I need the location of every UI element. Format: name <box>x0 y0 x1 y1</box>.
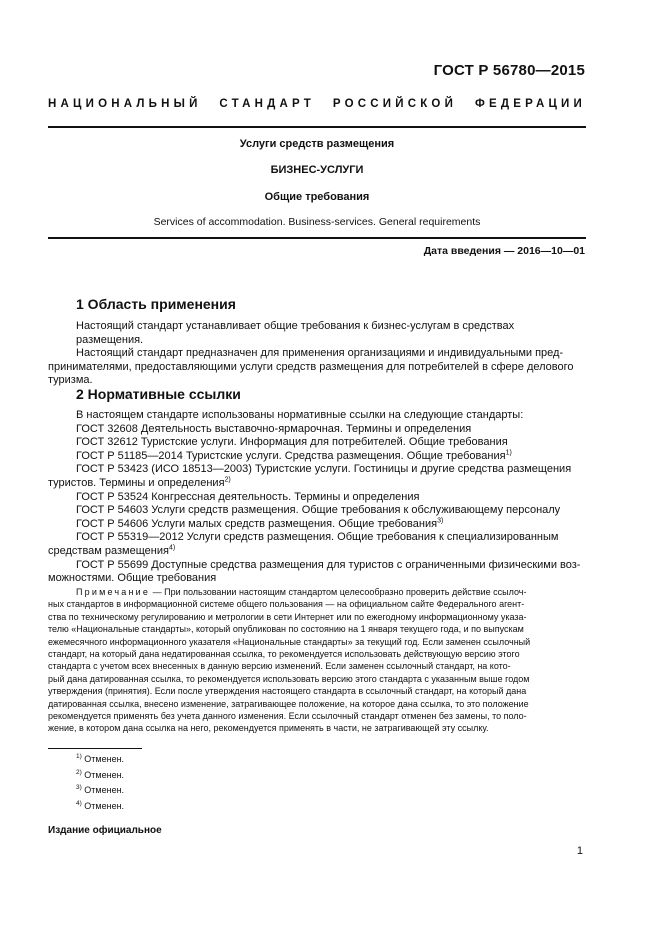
note-line: рекомендуется применять без учета данного изменения. Если ссылочный стандарт отменен без замены, то поло- <box>48 711 527 722</box>
references-intro: В настоящем стандарте использованы нормативные ссылки на следующие стандарты: <box>76 409 524 421</box>
note-line: телю «Национальные стандарты», который опубликован по состоянию на 1 января текущего года, и по выпускам <box>48 624 524 635</box>
section-1-paragraph-1: Настоящий стандарт устанавливает общие требования к бизнес-услугам в средствах размещения. <box>76 320 515 346</box>
footnote-ref: 1) <box>505 449 512 457</box>
section-1-body <box>48 320 584 388</box>
footnotes <box>76 752 124 815</box>
note-block <box>48 586 586 735</box>
note-line: жение, в котором дана ссылка на него, рекомендуется применять в части, не затрагивающей эту ссылку. <box>48 723 489 734</box>
footnote-ref: 3) <box>437 517 444 525</box>
english-title: Services of accommodation. Business-services. General requirements <box>153 216 481 228</box>
reference-item: ГОСТ 32608 Деятельность выставочно-ярмарочная. Термины и определения <box>76 422 472 435</box>
note-line: ежемесячного информационного указателя «Национальные стандарты» за текущий год. Если заменен ссылочный <box>48 636 531 647</box>
title-line-1: Услуги средств размещения <box>239 138 395 150</box>
page-number: 1 <box>576 845 583 857</box>
note-line: утверждения (принятия). Если после утверждения настоящего стандарта в ссылочный стандарт, на который дана <box>48 686 527 697</box>
reference-item: ГОСТ 32612 Туристские услуги. Информация для потребителей. Общие требования <box>76 436 508 449</box>
reference-item-continuation: средствам размещения$^{4)}$ <box>48 544 176 557</box>
reference-item-continuation: туристов. Термины и определения$^{2)}$ <box>48 476 231 489</box>
section-1-paragraph-2-line-3: туризма. <box>48 374 93 387</box>
reference-item: ГОСТ Р 53423 (ИСО 18513—2003) Туристские услуги. Гостиницы и другие средства размещения <box>76 463 572 476</box>
title-bottom-rule <box>48 237 586 239</box>
reference-item: ГОСТ Р 53524 Конгрессная деятельность. Термины и определения <box>76 490 420 503</box>
reference-item-continuation: можностями. Общие требования <box>48 572 217 585</box>
note-line: ных стандартов в информационной системе общего пользования — на официальном сайте Федерального агент- <box>48 599 525 610</box>
note-line: датированная ссылка, внесено изменение, затрагивающее положение, на которое дана ссылка, то это положение <box>48 698 529 709</box>
reference-item: ГОСТ Р 55699 Доступные средства размещения для туристов с ограниченными физическими воз- <box>76 558 581 571</box>
reference-item: ГОСТ Р 54606 Услуги малых средств размещения. Общие требования$^{3)}$ <box>76 517 444 530</box>
footnote-ref: 4) <box>168 544 176 552</box>
note-line: ства по техническому регулированию и метрологии в сети Интернет или по ежегодному информационному указа- <box>48 611 527 622</box>
reference-item: ГОСТ Р 51185—2014 Туристские услуги. Средства размещения. Общие требования$^{1)}$ <box>76 449 512 462</box>
top-rule <box>48 126 586 128</box>
footnote: $^{4)}$ Отменен. <box>76 800 125 812</box>
national-standard-banner: НАЦИОНАЛЬНЫЙ СТАНДАРТ РОССИЙСКОЙ ФЕДЕРАЦИИ <box>48 98 586 110</box>
note-line: стандарт, на который дана недатированная ссылка, то рекомендуется использовать действующую версию этого <box>48 649 520 660</box>
title-line-3: Общие требования <box>264 191 370 203</box>
footnote-ref: 2) <box>224 476 231 484</box>
note-label: Примечание <box>76 587 151 597</box>
note-line: рый дана датированная ссылка, то рекомендуется использовать версию этого стандарта с указанным выше годом <box>48 673 530 684</box>
section-2-heading: 2 Нормативные ссылки <box>76 386 241 402</box>
section-2-body <box>48 409 584 586</box>
section-1-paragraph-2-line-1: Настоящий стандарт предназначен для применения организациями и индивидуальными пред- <box>76 347 564 360</box>
note-line: Примечание — При пользовании настоящим стандартом целесообразно проверить действие ссылоч- <box>76 587 527 597</box>
introduction-date: Дата введения — 2016—10—01 <box>423 245 585 257</box>
reference-item: ГОСТ Р 55319—2012 Услуги средств размещения. Общие требования к специализированным <box>76 531 559 544</box>
note-line: стандарта с учетом всех внесенных в данную версию изменений. Если заменен ссылочный стандарт, на кото- <box>48 661 511 672</box>
section-1-heading: 1 Область применения <box>76 296 236 312</box>
footnote: $^{3)}$ Отменен. <box>76 784 125 796</box>
edition-label: Издание официальное <box>48 825 162 836</box>
title-line-2: БИЗНЕС-УСЛУГИ <box>270 164 364 176</box>
document-code: ГОСТ Р 56780—2015 <box>433 62 585 79</box>
reference-item: ГОСТ Р 54603 Услуги средств размещения. Общие требования к обслуживающему персоналу <box>76 504 561 517</box>
footnote: $^{1)}$ Отменен. <box>76 753 125 764</box>
footnote-rule <box>48 748 142 749</box>
footnote: $^{2)}$ Отменен. <box>76 768 125 780</box>
section-1-paragraph-2-line-2: принимателями, предоставляющими услуги средств размещения для потребителей в сфере делового <box>48 360 574 373</box>
